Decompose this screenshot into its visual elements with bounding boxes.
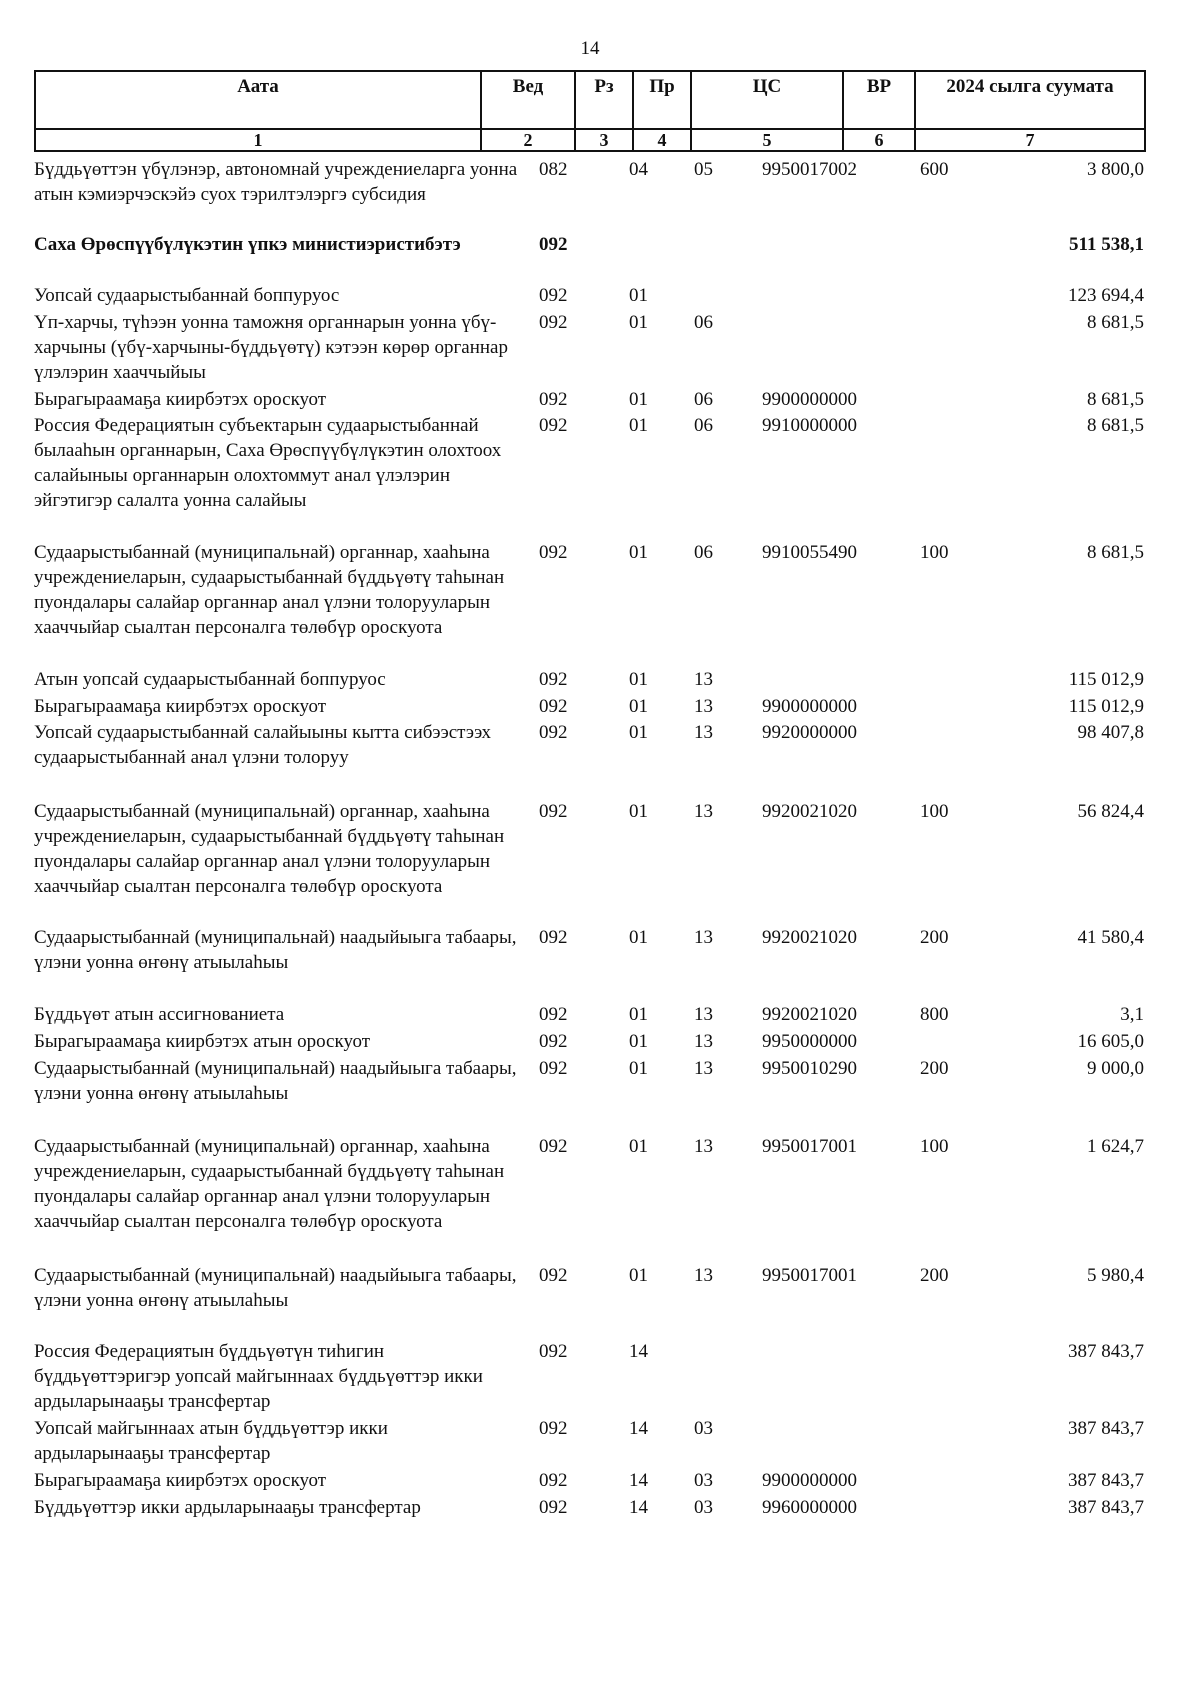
row-name: Судаарыстыбаннай (муниципальнай) органнар, хааһына учреждениеларын, судаарыстыбаннай бүддьүөтү таһынан пуондалары салайар органнар анал үлэни толорууларын хааччыйар сыалтан персоналга төлөбүр ороскуота xyxy=(34,542,505,638)
row-name: Атын уопсай судаарыстыбаннай боппуруос xyxy=(34,669,386,690)
row-sum: 387 843,7 xyxy=(1068,1418,1144,1439)
header-rz: Рз xyxy=(575,71,633,129)
row-sum: 3,1 xyxy=(1120,1004,1144,1025)
row-rz: 01 xyxy=(629,1031,648,1052)
row-sum: 387 843,7 xyxy=(1068,1470,1144,1491)
row-name: Саха Өрөспүүбүлүкэтин үпкэ министиэристибэтэ xyxy=(34,234,461,255)
row-sum: 56 824,4 xyxy=(1077,801,1144,822)
row-name: Бүддьүөттэн үбүлэнэр, автономнай учреждениеларга уонна атын кэмиэрчэскэйэ суох тэрилтэлэргэ субсидия xyxy=(34,159,518,205)
table-header xyxy=(34,70,1146,152)
row-sum: 8 681,5 xyxy=(1087,389,1144,410)
row-sum: 511 538,1 xyxy=(1069,234,1144,255)
row-rz: 01 xyxy=(629,1004,648,1025)
row-name: Бырагыраамаҕа киирбэтэх ороскуот xyxy=(34,1470,327,1491)
row-ved: 092 xyxy=(539,1136,568,1157)
row-sum: 98 407,8 xyxy=(1077,722,1144,743)
header-num: 7 xyxy=(915,129,1145,151)
row-cs: 9920021020 xyxy=(762,1004,857,1025)
row-sum: 8 681,5 xyxy=(1087,542,1144,563)
header-num: 4 xyxy=(633,129,691,151)
row-pr: 13 xyxy=(694,669,713,690)
row-ved: 092 xyxy=(539,312,568,333)
row-ved: 092 xyxy=(539,1470,568,1491)
row-ved: 092 xyxy=(539,1004,568,1025)
row-ved: 092 xyxy=(539,1341,568,1362)
row-pr: 06 xyxy=(694,312,713,333)
row-rz: 01 xyxy=(629,1265,648,1286)
row-ved: 092 xyxy=(539,669,568,690)
row-ved: 092 xyxy=(539,696,568,717)
row-pr: 05 xyxy=(694,159,713,180)
row-name: Судаарыстыбаннай (муниципальнай) наадыйыыга табаары, үлэни уонна өҥөнү атыылаһыы xyxy=(34,1058,517,1104)
row-name: Бүддьүөттэр икки ардыларынааҕы трансфертар xyxy=(34,1497,421,1518)
row-ved: 092 xyxy=(539,1265,568,1286)
header-ved: Вед xyxy=(481,71,575,129)
row-ved: 092 xyxy=(539,927,568,948)
header-num: 6 xyxy=(843,129,915,151)
row-pr: 13 xyxy=(694,927,713,948)
row-cs: 9910055490 xyxy=(762,542,857,563)
row-name: Россия Федерациятын субъектарын судаарыстыбаннай былааһын органнарын, Саха Өрөспүүбүлүкэтин олохтоох салайыныы органнарын олохтоммут анал үлэлэрин эйгэтигэр салалта уонна салайыы xyxy=(34,415,502,511)
row-sum: 9 000,0 xyxy=(1087,1058,1144,1079)
row-pr: 13 xyxy=(694,801,713,822)
row-rz: 01 xyxy=(629,312,648,333)
row-vr: 200 xyxy=(920,927,949,948)
row-rz: 14 xyxy=(629,1418,648,1439)
row-ved: 092 xyxy=(539,234,568,255)
row-pr: 13 xyxy=(694,1265,713,1286)
row-rz: 01 xyxy=(629,722,648,743)
row-pr: 03 xyxy=(694,1497,713,1518)
row-cs: 9950017001 xyxy=(762,1265,857,1286)
row-name: Судаарыстыбаннай (муниципальнай) органнар, хааһына учреждениеларын, судаарыстыбаннай бүддьүөтү таһынан пуондалары салайар органнар анал үлэни толорууларын хааччыйар сыалтан персоналга төлөбүр ороскуота xyxy=(34,801,505,897)
row-sum: 16 605,0 xyxy=(1077,1031,1144,1052)
header-name: Аата xyxy=(35,71,481,129)
row-vr: 200 xyxy=(920,1058,949,1079)
row-name: Үп-харчы, түһээн уонна таможня органнарын уонна үбү-харчыны (үбү-харчыны-бүддьүөтү) кэтээн көрөр органнар үлэлэрин хааччыйыы xyxy=(34,312,508,383)
row-cs: 9950000000 xyxy=(762,1031,857,1052)
row-rz: 01 xyxy=(629,1136,648,1157)
row-rz: 01 xyxy=(629,669,648,690)
row-cs: 9920021020 xyxy=(762,801,857,822)
row-cs: 9960000000 xyxy=(762,1497,857,1518)
row-ved: 092 xyxy=(539,542,568,563)
row-sum: 387 843,7 xyxy=(1068,1341,1144,1362)
row-pr: 13 xyxy=(694,696,713,717)
row-vr: 800 xyxy=(920,1004,949,1025)
row-ved: 092 xyxy=(539,1058,568,1079)
row-pr: 06 xyxy=(694,415,713,436)
row-rz: 01 xyxy=(629,285,648,306)
row-cs: 9950017002 xyxy=(762,159,857,180)
row-vr: 600 xyxy=(920,159,949,180)
row-pr: 03 xyxy=(694,1418,713,1439)
row-name: Бырагыраамаҕа киирбэтэх ороскуот xyxy=(34,389,327,410)
row-sum: 41 580,4 xyxy=(1077,927,1144,948)
row-pr: 13 xyxy=(694,1031,713,1052)
header-num: 1 xyxy=(35,129,481,151)
row-rz: 04 xyxy=(629,159,648,180)
page-number: 14 xyxy=(580,38,600,59)
row-name: Уопсай судаарыстыбаннай боппуруос xyxy=(34,285,340,306)
row-rz: 01 xyxy=(629,415,648,436)
header-pr: Пр xyxy=(633,71,691,129)
row-sum: 123 694,4 xyxy=(1068,285,1144,306)
row-name: Россия Федерациятын бүддьүөтүн тиһигин бүддьүөттэригэр уопсай майгыннаах бүддьүөттэр икки ардыларынааҕы трансфертар xyxy=(34,1341,483,1412)
row-sum: 8 681,5 xyxy=(1087,312,1144,333)
row-sum: 8 681,5 xyxy=(1087,415,1144,436)
header-vr: ВР xyxy=(843,71,915,129)
row-name: Бырагыраамаҕа киирбэтэх атын ороскуот xyxy=(34,1031,371,1052)
header-num: 2 xyxy=(481,129,575,151)
row-ved: 092 xyxy=(539,1497,568,1518)
row-ved: 092 xyxy=(539,285,568,306)
row-rz: 01 xyxy=(629,542,648,563)
row-rz: 01 xyxy=(629,927,648,948)
header-sum: 2024 сылга суумата xyxy=(915,71,1145,129)
row-rz: 01 xyxy=(629,389,648,410)
row-cs: 9910000000 xyxy=(762,415,857,436)
row-cs: 9920021020 xyxy=(762,927,857,948)
row-name: Уопсай майгыннаах атын бүддьүөттэр икки ардыларынааҕы трансфертар xyxy=(34,1418,388,1464)
row-rz: 01 xyxy=(629,1058,648,1079)
row-ved: 092 xyxy=(539,722,568,743)
row-sum: 5 980,4 xyxy=(1087,1265,1144,1286)
row-pr: 13 xyxy=(694,1058,713,1079)
row-rz: 01 xyxy=(629,696,648,717)
row-name: Уопсай судаарыстыбаннай салайыыны кытта сибээстээх судаарыстыбаннай анал үлэни толоруу xyxy=(34,722,492,768)
row-vr: 200 xyxy=(920,1265,949,1286)
row-pr: 03 xyxy=(694,1470,713,1491)
row-ved: 092 xyxy=(539,415,568,436)
row-sum: 115 012,9 xyxy=(1068,696,1144,717)
row-vr: 100 xyxy=(920,542,949,563)
row-rz: 14 xyxy=(629,1341,648,1362)
header-num: 5 xyxy=(691,129,843,151)
row-cs: 9920000000 xyxy=(762,722,857,743)
row-pr: 06 xyxy=(694,389,713,410)
row-name: Судаарыстыбаннай (муниципальнай) наадыйыыга табаары, үлэни уонна өҥөнү атыылаһыы xyxy=(34,927,517,973)
header-cs: ЦС xyxy=(691,71,843,129)
row-vr: 100 xyxy=(920,801,949,822)
row-ved: 092 xyxy=(539,1031,568,1052)
row-sum: 3 800,0 xyxy=(1087,159,1144,180)
row-pr: 13 xyxy=(694,722,713,743)
row-rz: 14 xyxy=(629,1470,648,1491)
row-ved: 092 xyxy=(539,801,568,822)
row-pr: 06 xyxy=(694,542,713,563)
row-cs: 9900000000 xyxy=(762,1470,857,1491)
row-ved: 092 xyxy=(539,389,568,410)
row-sum: 115 012,9 xyxy=(1068,669,1144,690)
header-num: 3 xyxy=(575,129,633,151)
row-ved: 092 xyxy=(539,1418,568,1439)
row-rz: 01 xyxy=(629,801,648,822)
row-name: Судаарыстыбаннай (муниципальнай) органнар, хааһына учреждениеларын, судаарыстыбаннай бүддьүөтү таһынан пуондалары салайар органнар анал үлэни толорууларын хааччыйар сыалтан персоналга төлөбүр ороскуота xyxy=(34,1136,505,1232)
row-sum: 387 843,7 xyxy=(1068,1497,1144,1518)
row-name: Бырагыраамаҕа киирбэтэх ороскуот xyxy=(34,696,327,717)
row-name: Бүддьүөт атын ассигнованиета xyxy=(34,1004,285,1025)
row-cs: 9950017001 xyxy=(762,1136,857,1157)
row-pr: 13 xyxy=(694,1004,713,1025)
row-cs: 9900000000 xyxy=(762,696,857,717)
row-name: Судаарыстыбаннай (муниципальнай) наадыйыыга табаары, үлэни уонна өҥөнү атыылаһыы xyxy=(34,1265,517,1311)
row-ved: 082 xyxy=(539,159,568,180)
row-vr: 100 xyxy=(920,1136,949,1157)
row-cs: 9900000000 xyxy=(762,389,857,410)
row-sum: 1 624,7 xyxy=(1087,1136,1144,1157)
row-pr: 13 xyxy=(694,1136,713,1157)
row-cs: 9950010290 xyxy=(762,1058,857,1079)
row-rz: 14 xyxy=(629,1497,648,1518)
